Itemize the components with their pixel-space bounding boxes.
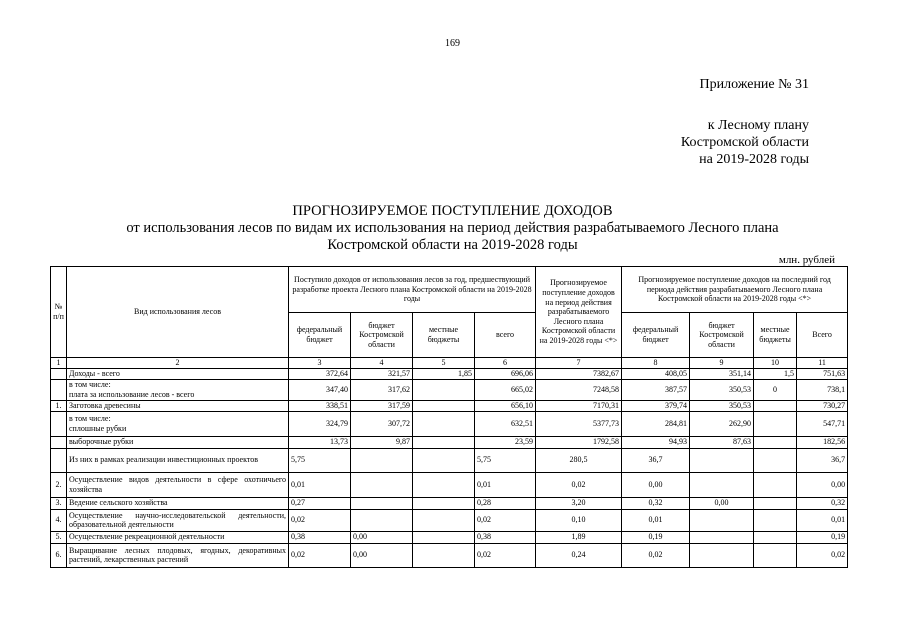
header-local: местные бюджеты	[754, 313, 797, 358]
column-number: 8	[622, 358, 690, 369]
appendix-label: Приложение № 31	[699, 77, 809, 92]
header-regional: бюджет Костромской области	[690, 313, 754, 358]
cell-federal-prev: 0,01	[289, 472, 351, 497]
cell-federal-last: 284,81	[622, 411, 690, 436]
cell-total-prev: 0,28	[475, 497, 536, 509]
column-number: 5	[413, 358, 475, 369]
row-num	[51, 436, 67, 448]
cell-total-prev: 656,10	[475, 400, 536, 411]
column-number: 11	[797, 358, 848, 369]
row-name: Доходы - всего	[67, 368, 289, 379]
cell-total-last: 751,63	[797, 368, 848, 379]
destination-line: к Лесному плану	[707, 118, 809, 133]
cell-regional-last: 87,63	[690, 436, 754, 448]
row-num	[51, 448, 67, 472]
header-regional: бюджет Костромской области	[351, 313, 413, 358]
cell-local-last	[754, 531, 797, 543]
cell-regional-last: 350,53	[690, 379, 754, 400]
cell-forecast-period: 7382,67	[536, 368, 622, 379]
cell-local-last	[754, 509, 797, 531]
column-number-row	[51, 358, 848, 369]
row-name	[67, 379, 289, 400]
cell-local-prev: 1,85	[413, 368, 475, 379]
cell-total-last: 0,32	[797, 497, 848, 509]
row-name	[67, 411, 289, 436]
row-name: Заготовка древесины	[67, 400, 289, 411]
cell-local-prev	[413, 379, 475, 400]
cell-total-prev: 632,51	[475, 411, 536, 436]
row-name: Осуществление видов деятельности в сфере охотничьего хозяйства	[67, 472, 289, 497]
cell-total-prev: 665,02	[475, 379, 536, 400]
cell-regional-prev: 321,57	[351, 368, 413, 379]
cell-total-prev: 0,02	[475, 509, 536, 531]
cell-regional-prev	[351, 448, 413, 472]
header-total: Всего	[797, 313, 848, 358]
cell-regional-last: 351,14	[690, 368, 754, 379]
cell-regional-prev	[351, 509, 413, 531]
column-number: 4	[351, 358, 413, 369]
cell-total-last: 0,02	[797, 543, 848, 567]
row-name: Из них в рамках реализации инвестиционных проектов	[67, 448, 289, 472]
cell-local-prev	[413, 531, 475, 543]
cell-regional-last	[690, 531, 754, 543]
row-name: Выращивание лесных плодовых, ягодных, декоративных растений, лекарственных растений	[67, 543, 289, 567]
table-row	[51, 368, 848, 379]
row-name-line: плата за использование лесов - всего	[69, 389, 195, 399]
table-row	[51, 436, 848, 448]
cell-total-prev: 0,01	[475, 472, 536, 497]
cell-regional-last	[690, 543, 754, 567]
cell-local-prev	[413, 436, 475, 448]
cell-regional-prev: 0,00	[351, 531, 413, 543]
cell-local-last	[754, 448, 797, 472]
table-row	[51, 379, 848, 400]
cell-federal-prev: 0,02	[289, 543, 351, 567]
header-local: местные бюджеты	[413, 313, 475, 358]
header-num: № п/п	[51, 267, 67, 358]
cell-local-last	[754, 472, 797, 497]
row-name-line: в том числе:	[69, 380, 111, 389]
header-kind: Вид использования лесов	[67, 267, 289, 358]
cell-local-last	[754, 436, 797, 448]
cell-regional-prev: 0,00	[351, 543, 413, 567]
cell-local-last	[754, 400, 797, 411]
cell-federal-prev: 338,51	[289, 400, 351, 411]
cell-federal-last: 94,93	[622, 436, 690, 448]
cell-forecast-period: 280,5	[536, 448, 622, 472]
title-sub-line: от использования лесов по видам их использования на период действия разрабатываемого Лесного плана	[126, 220, 779, 236]
header-total: всего	[475, 313, 536, 358]
table-row	[51, 411, 848, 436]
cell-total-last: 547,71	[797, 411, 848, 436]
cell-local-prev	[413, 472, 475, 497]
row-num: 1.	[51, 400, 67, 411]
cell-federal-prev: 5,75	[289, 448, 351, 472]
cell-local-prev	[413, 411, 475, 436]
cell-local-last: 1,5	[754, 368, 797, 379]
cell-federal-last: 0,01	[622, 509, 690, 531]
cell-total-last: 730,27	[797, 400, 848, 411]
row-num: 6.	[51, 543, 67, 567]
cell-federal-prev: 0,02	[289, 509, 351, 531]
row-num	[51, 379, 67, 400]
row-name: Осуществление рекреационной деятельности	[67, 531, 289, 543]
cell-local-last	[754, 411, 797, 436]
cell-local-prev	[413, 448, 475, 472]
row-name: Ведение сельского хозяйства	[67, 497, 289, 509]
cell-federal-last: 0,32	[622, 497, 690, 509]
cell-forecast-period: 0,02	[536, 472, 622, 497]
cell-regional-prev	[351, 472, 413, 497]
cell-local-prev	[413, 543, 475, 567]
row-name: выборочные рубки	[67, 436, 289, 448]
row-name: Осуществление научно-исследовательской деятельности, образовательной деятельности	[67, 509, 289, 531]
table-row	[51, 543, 848, 567]
cell-federal-last: 0,19	[622, 531, 690, 543]
row-name-line: сплошные рубки	[69, 423, 127, 433]
page-number: 169	[445, 38, 460, 49]
row-num	[51, 411, 67, 436]
cell-total-prev: 5,75	[475, 448, 536, 472]
header-federal: федеральный бюджет	[622, 313, 690, 358]
cell-forecast-period: 1792,58	[536, 436, 622, 448]
cell-local-last: 0	[754, 379, 797, 400]
column-number: 9	[690, 358, 754, 369]
table-row	[51, 448, 848, 472]
cell-federal-prev: 13,73	[289, 436, 351, 448]
column-number: 1	[51, 358, 67, 369]
cell-total-last: 0,19	[797, 531, 848, 543]
cell-total-last: 0,01	[797, 509, 848, 531]
cell-total-prev: 23,59	[475, 436, 536, 448]
cell-federal-prev: 372,64	[289, 368, 351, 379]
cell-regional-last	[690, 509, 754, 531]
cell-total-prev: 0,38	[475, 531, 536, 543]
unit-label: млн. рублей	[778, 254, 835, 266]
cell-federal-last: 387,57	[622, 379, 690, 400]
title-main: ПРОГНОЗИРУЕМОЕ ПОСТУПЛЕНИЕ ДОХОДОВ	[292, 203, 613, 219]
cell-regional-last: 0,00	[690, 497, 754, 509]
cell-local-prev	[413, 400, 475, 411]
row-num: 4.	[51, 509, 67, 531]
table-row	[51, 509, 848, 531]
header-last-year: Прогнозируемое поступление доходов на последний год периода действия разрабатываемого Лесного плана Костромской области на 2019-2028 годы <*>	[622, 267, 848, 313]
cell-total-last: 36,7	[797, 448, 848, 472]
cell-total-last: 738,1	[797, 379, 848, 400]
cell-regional-last: 262,90	[690, 411, 754, 436]
cell-forecast-period: 7248,58	[536, 379, 622, 400]
revenue-table	[50, 266, 848, 568]
cell-regional-prev: 9,87	[351, 436, 413, 448]
cell-federal-last: 408,05	[622, 368, 690, 379]
column-number: 6	[475, 358, 536, 369]
cell-local-prev	[413, 509, 475, 531]
cell-total-prev: 696,06	[475, 368, 536, 379]
header-prev-year: Поступило доходов от использования лесов за год, предшествующий разработке проекта Лесного плана Костромской области на 2019-2028 годы	[289, 267, 536, 313]
cell-federal-prev: 347,40	[289, 379, 351, 400]
cell-federal-last: 36,7	[622, 448, 690, 472]
document-title	[0, 203, 905, 254]
cell-federal-prev: 0,27	[289, 497, 351, 509]
title-sub-line: Костромской области на 2019-2028 годы	[327, 237, 578, 253]
cell-regional-last: 350,53	[690, 400, 754, 411]
cell-forecast-period: 5377,73	[536, 411, 622, 436]
cell-forecast-period: 0,10	[536, 509, 622, 531]
row-num: 3.	[51, 497, 67, 509]
table-row	[51, 497, 848, 509]
cell-regional-last	[690, 448, 754, 472]
appendix-destination	[681, 117, 809, 168]
column-number: 3	[289, 358, 351, 369]
cell-regional-last	[690, 472, 754, 497]
row-num: 5.	[51, 531, 67, 543]
cell-regional-prev: 317,62	[351, 379, 413, 400]
column-number: 7	[536, 358, 622, 369]
cell-federal-last: 0,02	[622, 543, 690, 567]
cell-forecast-period: 1,89	[536, 531, 622, 543]
cell-forecast-period: 7170,31	[536, 400, 622, 411]
cell-local-prev	[413, 497, 475, 509]
destination-line: на 2019-2028 годы	[699, 152, 809, 167]
cell-federal-prev: 324,79	[289, 411, 351, 436]
table-row	[51, 400, 848, 411]
cell-total-last: 182,56	[797, 436, 848, 448]
cell-regional-prev: 317,59	[351, 400, 413, 411]
cell-local-last	[754, 543, 797, 567]
row-name-line: в том числе:	[69, 414, 111, 423]
cell-regional-prev: 307,72	[351, 411, 413, 436]
column-number: 2	[67, 358, 289, 369]
cell-federal-last: 0,00	[622, 472, 690, 497]
destination-line: Костромской области	[680, 135, 809, 150]
table-row	[51, 472, 848, 497]
cell-forecast-period: 3,20	[536, 497, 622, 509]
cell-total-last: 0,00	[797, 472, 848, 497]
cell-total-prev: 0,02	[475, 543, 536, 567]
header-federal: федеральный бюджет	[289, 313, 351, 358]
cell-local-last	[754, 497, 797, 509]
cell-federal-last: 379,74	[622, 400, 690, 411]
column-number: 10	[754, 358, 797, 369]
cell-regional-prev	[351, 497, 413, 509]
cell-forecast-period: 0,24	[536, 543, 622, 567]
row-num: 2.	[51, 472, 67, 497]
header-forecast-period: Прогнозируемое поступление доходов на период действия разрабатываемого Лесного плана Костромской области на 2019-2028 годы <*>	[536, 267, 622, 358]
table-row	[51, 531, 848, 543]
cell-federal-prev: 0,38	[289, 531, 351, 543]
row-num	[51, 368, 67, 379]
